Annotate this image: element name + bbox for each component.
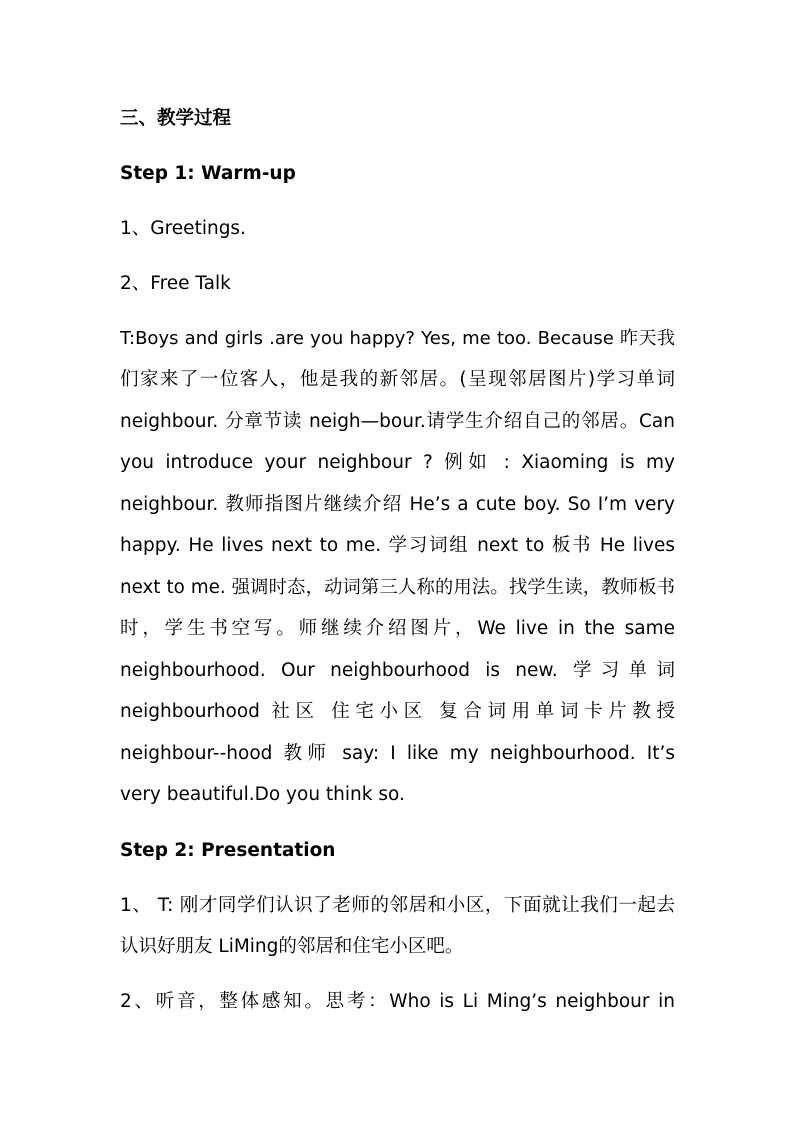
paragraph-line: you introduce your neighbour ? 例如 : Xiaoming is my xyxy=(120,452,675,473)
paragraph-line: neighbour. 教师指图片继续介绍 He’s a cute boy. So I’m very xyxy=(120,494,675,515)
paragraph-line: very beautiful.Do you think so. xyxy=(120,784,405,805)
paragraph-line: neighbourhood 社区 住宅小区 复合词用单词卡片教授 xyxy=(120,701,675,722)
paragraph-line: 时，学生书空写。师继续介绍图片，We live in the same xyxy=(120,618,675,639)
step2-item1-line: 认识好朋友 LiMing的邻居和住宅小区吧。 xyxy=(120,936,464,957)
paragraph-line: T:Boys and girls .are you happy? Yes, me too. Because 昨天我 xyxy=(120,328,675,349)
paragraph-line: neighbourhood. Our neighbourhood is new. 学习单词 xyxy=(120,660,675,681)
paragraph-line: happy. He lives next to me. 学习词组 next to 板书 He lives xyxy=(120,535,675,556)
paragraph-line: neighbour. 分章节读 neigh—bour.请学生介绍自己的邻居。Can xyxy=(120,411,675,432)
paragraph-line: 们家来了一位客人，他是我的新邻居。(呈现邻居图片)学习单词 xyxy=(120,369,676,390)
step2-item1-line: 1、 T: 刚才同学们认识了老师的邻居和小区，下面就让我们一起去 xyxy=(120,895,675,916)
step1-title: Step 1: Warm-up xyxy=(120,163,296,184)
paragraph-line: neighbour--hood 教师 say: I like my neighbourhood. It’s xyxy=(120,743,675,764)
section-heading: 三、教学过程 xyxy=(120,108,232,129)
paragraph-line: next to me. 强调时态，动词第三人称的用法。找学生读，教师板书 xyxy=(120,577,675,598)
step1-item-greetings: 1、Greetings. xyxy=(120,218,246,239)
step2-title: Step 2: Presentation xyxy=(120,840,336,861)
step1-item-free-talk: 2、Free Talk xyxy=(120,273,231,294)
step2-item2-line: 2、听音，整体感知。思考：Who is Li Ming’s neighbour in xyxy=(120,991,675,1012)
